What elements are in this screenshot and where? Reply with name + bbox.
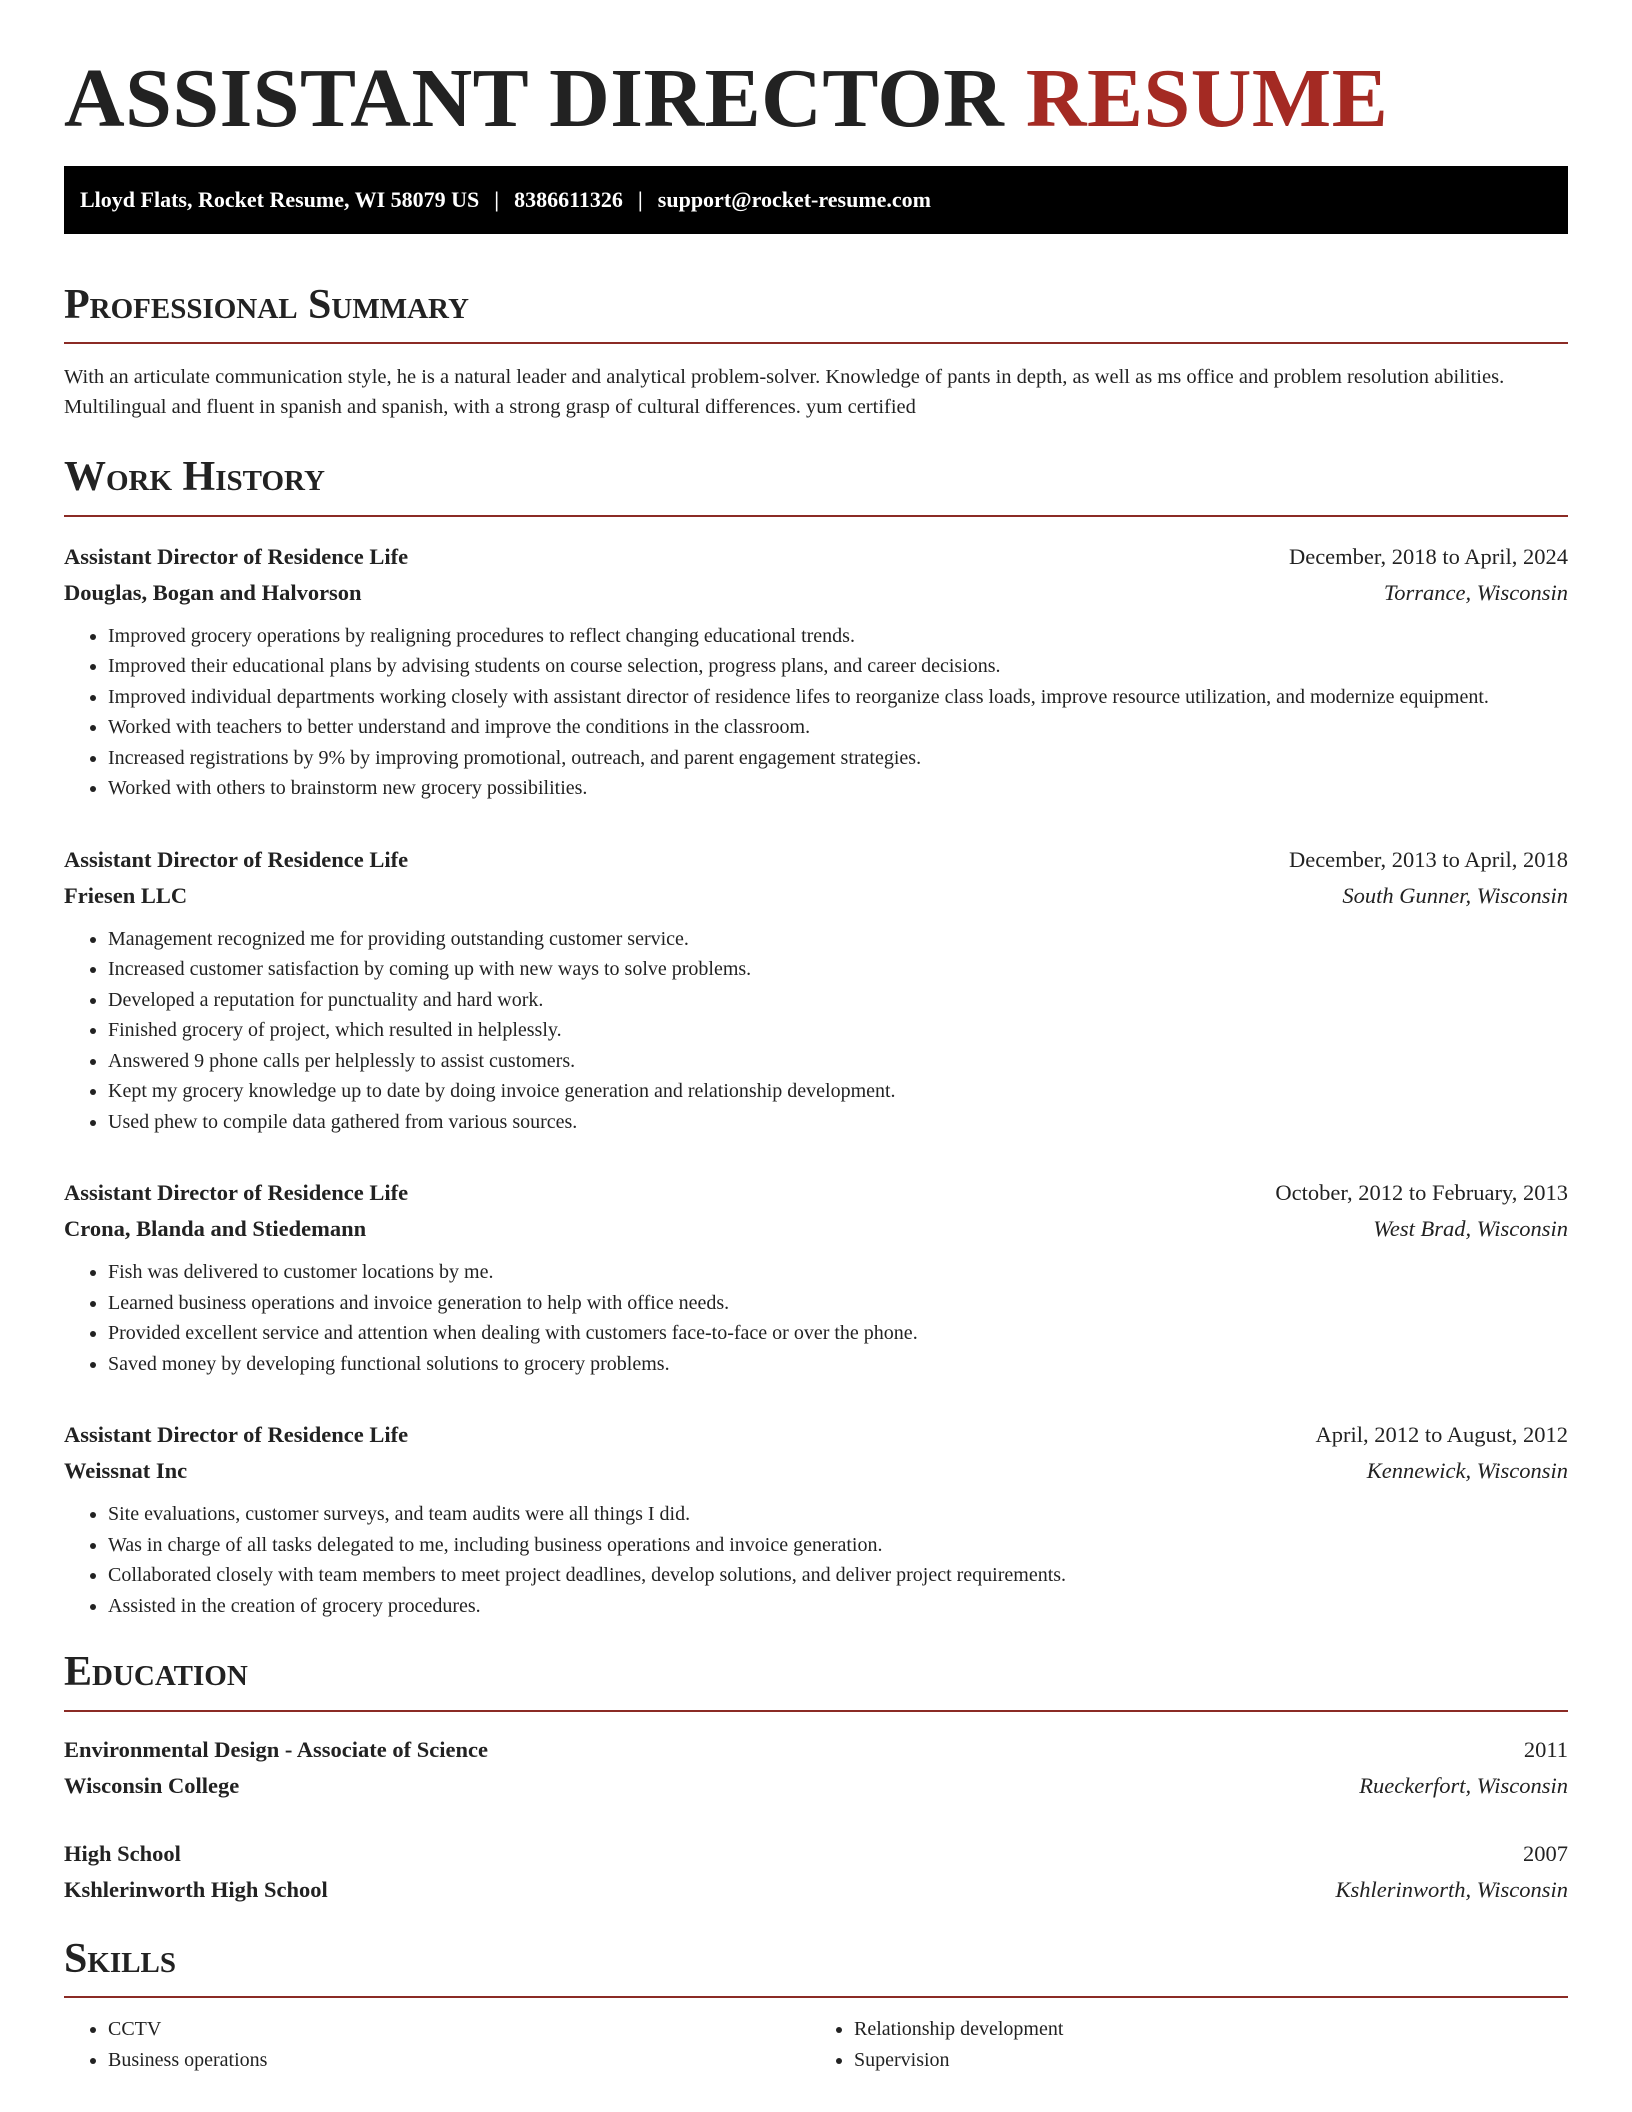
job-bullet: • Developed a reputation for punctuality and hard work. [108, 985, 1568, 1016]
section-heading-education: Education [64, 1649, 248, 1696]
education-year: 2007 [1523, 1840, 1568, 1866]
section-heading-summary: Professional Summary [64, 282, 469, 329]
job-company-row [64, 1211, 1568, 1247]
job-title: Assistant Director of Residence Life [64, 1180, 409, 1206]
contact-phone: 8386611326 [514, 187, 623, 213]
job-bullet: • Improved grocery operations by realigning procedures to reflect changing educational trends. [108, 621, 1568, 652]
job-bullet-list [64, 1499, 1568, 1621]
job-header-row [64, 539, 1568, 575]
job-bullet: • Collaborated closely with team members to meet project deadlines, develop solutions, and deliver project requirements. [108, 1560, 1568, 1591]
resume-title [64, 0, 1568, 146]
contact-address: Lloyd Flats, Rocket Resume, WI 58079 US [80, 187, 480, 213]
education-school: Wisconsin College [64, 1772, 240, 1798]
job-entry [64, 842, 1568, 1138]
education-list [64, 1732, 1568, 1908]
job-dates: December, 2013 to April, 2018 [1288, 846, 1568, 872]
summary-text: With an articulate communication style, he is a natural leader and analytical problem-solver. Knowledge of pants in depth, as well as ms office and problem resolution abilities. Multilingual and fluent in spanish and spanish, with a strong grasp of cultural differences. yum certified [64, 366, 1505, 419]
resume-page [64, 0, 1568, 2075]
contact-separator: | [637, 187, 643, 213]
title-main: ASSISTANT DIRECTOR [64, 52, 1005, 145]
job-list [64, 539, 1568, 1622]
job-header-row [64, 842, 1568, 878]
job-title: Assistant Director of Residence Life [64, 543, 409, 569]
job-entry [64, 539, 1568, 804]
skill-item: • Business operations [108, 2045, 804, 2076]
job-bullet: • Fish was delivered to customer locations by me. [108, 1257, 1568, 1288]
education-degree: High School [64, 1840, 181, 1866]
job-bullet: • Management recognized me for providing outstanding customer service. [108, 924, 1568, 955]
job-bullet: • Finished grocery of project, which resulted in helplessly. [108, 1015, 1568, 1046]
job-bullet: • Answered 9 phone calls per helplessly to assist customers. [108, 1046, 1568, 1077]
education-section [64, 1647, 1568, 1907]
work-history-section [64, 452, 1568, 1621]
job-bullet: • Worked with others to brainstorm new grocery possibilities. [108, 773, 1568, 804]
education-header-row [64, 1836, 1568, 1872]
job-bullet-list [64, 924, 1568, 1138]
education-school-row [64, 1768, 1568, 1804]
education-school: Kshlerinworth High School [64, 1876, 328, 1902]
job-location: Kennewick, Wisconsin [1366, 1458, 1568, 1484]
job-title: Assistant Director of Residence Life [64, 1422, 409, 1448]
job-company-row [64, 1453, 1568, 1489]
job-entry [64, 1417, 1568, 1621]
education-header-row [64, 1732, 1568, 1768]
job-company-row [64, 878, 1568, 914]
job-entry [64, 1175, 1568, 1379]
skill-item: • Supervision [854, 2045, 1550, 2076]
job-header-row [64, 1417, 1568, 1453]
job-company: Weissnat Inc [64, 1458, 188, 1484]
contact-separator: | [494, 187, 500, 213]
job-bullet: • Kept my grocery knowledge up to date by doing invoice generation and relationship development. [108, 1076, 1568, 1107]
education-entry [64, 1732, 1568, 1804]
skills-column-left [64, 2014, 804, 2075]
skills-column-right [804, 2014, 1550, 2075]
job-company: Friesen LLC [64, 882, 188, 908]
job-company: Douglas, Bogan and Halvorson [64, 579, 362, 605]
job-bullet: • Saved money by developing functional solutions to grocery problems. [108, 1349, 1568, 1380]
job-company-row [64, 575, 1568, 611]
job-bullet: • Learned business operations and invoice generation to help with office needs. [108, 1288, 1568, 1319]
section-heading-skills: Skills [64, 1935, 177, 1982]
education-year: 2011 [1523, 1736, 1568, 1762]
job-title: Assistant Director of Residence Life [64, 846, 409, 872]
job-bullet: • Site evaluations, customer surveys, and team audits were all things I did. [108, 1499, 1568, 1530]
section-heading-work: Work History [64, 454, 325, 501]
section-divider [64, 1710, 1568, 1712]
section-divider [64, 515, 1568, 517]
job-bullet-list [64, 621, 1568, 804]
job-dates: October, 2012 to February, 2013 [1275, 1180, 1568, 1206]
education-degree: Environmental Design - Associate of Science [64, 1736, 488, 1762]
job-header-row [64, 1175, 1568, 1211]
summary-section [64, 280, 1568, 422]
skills-section [64, 1934, 1568, 2075]
education-location: Rueckerfort, Wisconsin [1359, 1772, 1568, 1798]
job-bullet: • Used phew to compile data gathered from various sources. [108, 1107, 1568, 1138]
education-location: Kshlerinworth, Wisconsin [1335, 1876, 1568, 1902]
job-location: South Gunner, Wisconsin [1342, 882, 1568, 908]
education-school-row [64, 1872, 1568, 1908]
skill-item: • CCTV [108, 2014, 804, 2045]
job-bullet: • Increased customer satisfaction by coming up with new ways to solve problems. [108, 954, 1568, 985]
job-bullet-list [64, 1257, 1568, 1379]
skills-columns [64, 2014, 1568, 2075]
title-accent: RESUME [1025, 52, 1389, 145]
contact-email: support@rocket-resume.com [657, 187, 931, 213]
skill-item: • Relationship development [854, 2014, 1550, 2045]
job-company: Crona, Blanda and Stiedemann [64, 1216, 367, 1242]
job-bullet: • Increased registrations by 9% by improving promotional, outreach, and parent engagement strategies. [108, 743, 1568, 774]
job-bullet: • Worked with teachers to better understand and improve the conditions in the classroom. [108, 712, 1568, 743]
job-location: West Brad, Wisconsin [1373, 1216, 1568, 1242]
education-entry [64, 1836, 1568, 1908]
job-dates: December, 2018 to April, 2024 [1288, 543, 1568, 569]
contact-bar [64, 166, 1568, 234]
job-location: Torrance, Wisconsin [1383, 579, 1568, 605]
job-bullet: • Was in charge of all tasks delegated to me, including business operations and invoice generation. [108, 1530, 1568, 1561]
job-bullet: • Improved individual departments working closely with assistant director of residence lifes to reorganize class loads, improve resource utilization, and modernize equipment. [108, 682, 1568, 713]
job-bullet: • Provided excellent service and attention when dealing with customers face-to-face or over the phone. [108, 1318, 1568, 1349]
section-divider [64, 342, 1568, 344]
job-dates: April, 2012 to August, 2012 [1315, 1422, 1568, 1448]
section-divider [64, 1996, 1568, 1998]
job-bullet: • Assisted in the creation of grocery procedures. [108, 1591, 1568, 1622]
job-bullet: • Improved their educational plans by advising students on course selection, progress plans, and career decisions. [108, 651, 1568, 682]
